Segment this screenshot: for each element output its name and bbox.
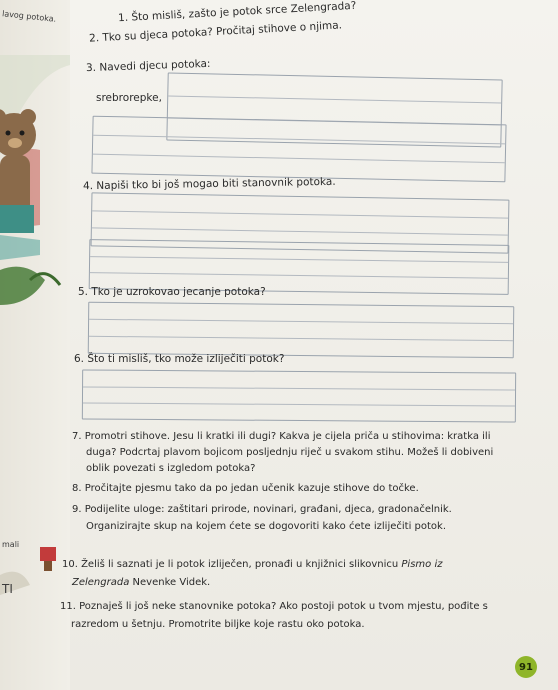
question-7-line-2: duga? Podcrtaj plavom bojicom posljednju riječ u svakom stihu. Možeš li dobiveni bbox=[86, 447, 494, 458]
bear-illustration bbox=[0, 55, 70, 325]
question-6: 6. Što ti misliš, tko može izliječiti potok? bbox=[74, 353, 285, 365]
question-11-line-2: razredom u šetnju. Promotrite biljke koje rastu oko potoka. bbox=[71, 619, 365, 630]
question-1: 1. Što misliš, zašto je potok srce Zelengrada? bbox=[117, 0, 357, 25]
question-7-line-1: 7. Promotri stihove. Jesu li kratki ili dugi? Kakva je cijela priča u stihovima: kratka ili bbox=[72, 431, 491, 442]
question-10-text: 10. Želiš li saznati je li potok izliječen, pronađi u knjižnici slikovnicu bbox=[62, 559, 402, 570]
answer-box-q3-b[interactable] bbox=[91, 116, 506, 183]
answer-box-q6[interactable] bbox=[82, 369, 516, 422]
question-10-line-1 bbox=[62, 558, 443, 571]
margin-caption-fragment: TI bbox=[2, 582, 13, 596]
book-author: Nevenke Videk. bbox=[129, 577, 211, 588]
question-3: 3. Navedi djecu potoka: bbox=[85, 57, 211, 75]
book-title-part-2: Zelengrada bbox=[72, 577, 130, 588]
question-10-line-2 bbox=[72, 576, 210, 589]
question-9-line-1: 9. Podijelite uloge: zaštitari prirode, novinari, građani, djeca, gradonačelnik. bbox=[72, 504, 452, 515]
answer-box-q5[interactable] bbox=[88, 302, 515, 358]
question-7-line-3: oblik povezati s izgledom potoka? bbox=[86, 463, 256, 474]
question-4: 4. Napiši tko bi još mogao biti stanovnik potoka. bbox=[82, 175, 336, 193]
question-8: 8. Pročitajte pjesmu tako da po jedan učenik kazuje stihove do točke. bbox=[72, 483, 419, 494]
margin-caption-small: mali bbox=[2, 540, 20, 549]
question-2: 2. Tko su djeca potoka? Pročitaj stihove o njima. bbox=[88, 19, 343, 45]
question-9-line-2: Organizirajte skup na kojem ćete se dogovoriti kako ćete izliječiti potok. bbox=[86, 521, 446, 532]
page-number-badge: 91 bbox=[515, 656, 537, 678]
question-3-example: srebrorepke, bbox=[96, 92, 162, 104]
book-title-part-1: Pismo iz bbox=[401, 559, 443, 570]
question-11-line-1: 11. Poznaješ li još neke stanovnike potoka? Ako postoji potok u tvom mjestu, pođite s bbox=[60, 601, 488, 612]
question-5: 5. Tko je uzrokovao jecanje potoka? bbox=[78, 286, 266, 298]
margin-caption: lavog potoka. bbox=[1, 9, 57, 24]
